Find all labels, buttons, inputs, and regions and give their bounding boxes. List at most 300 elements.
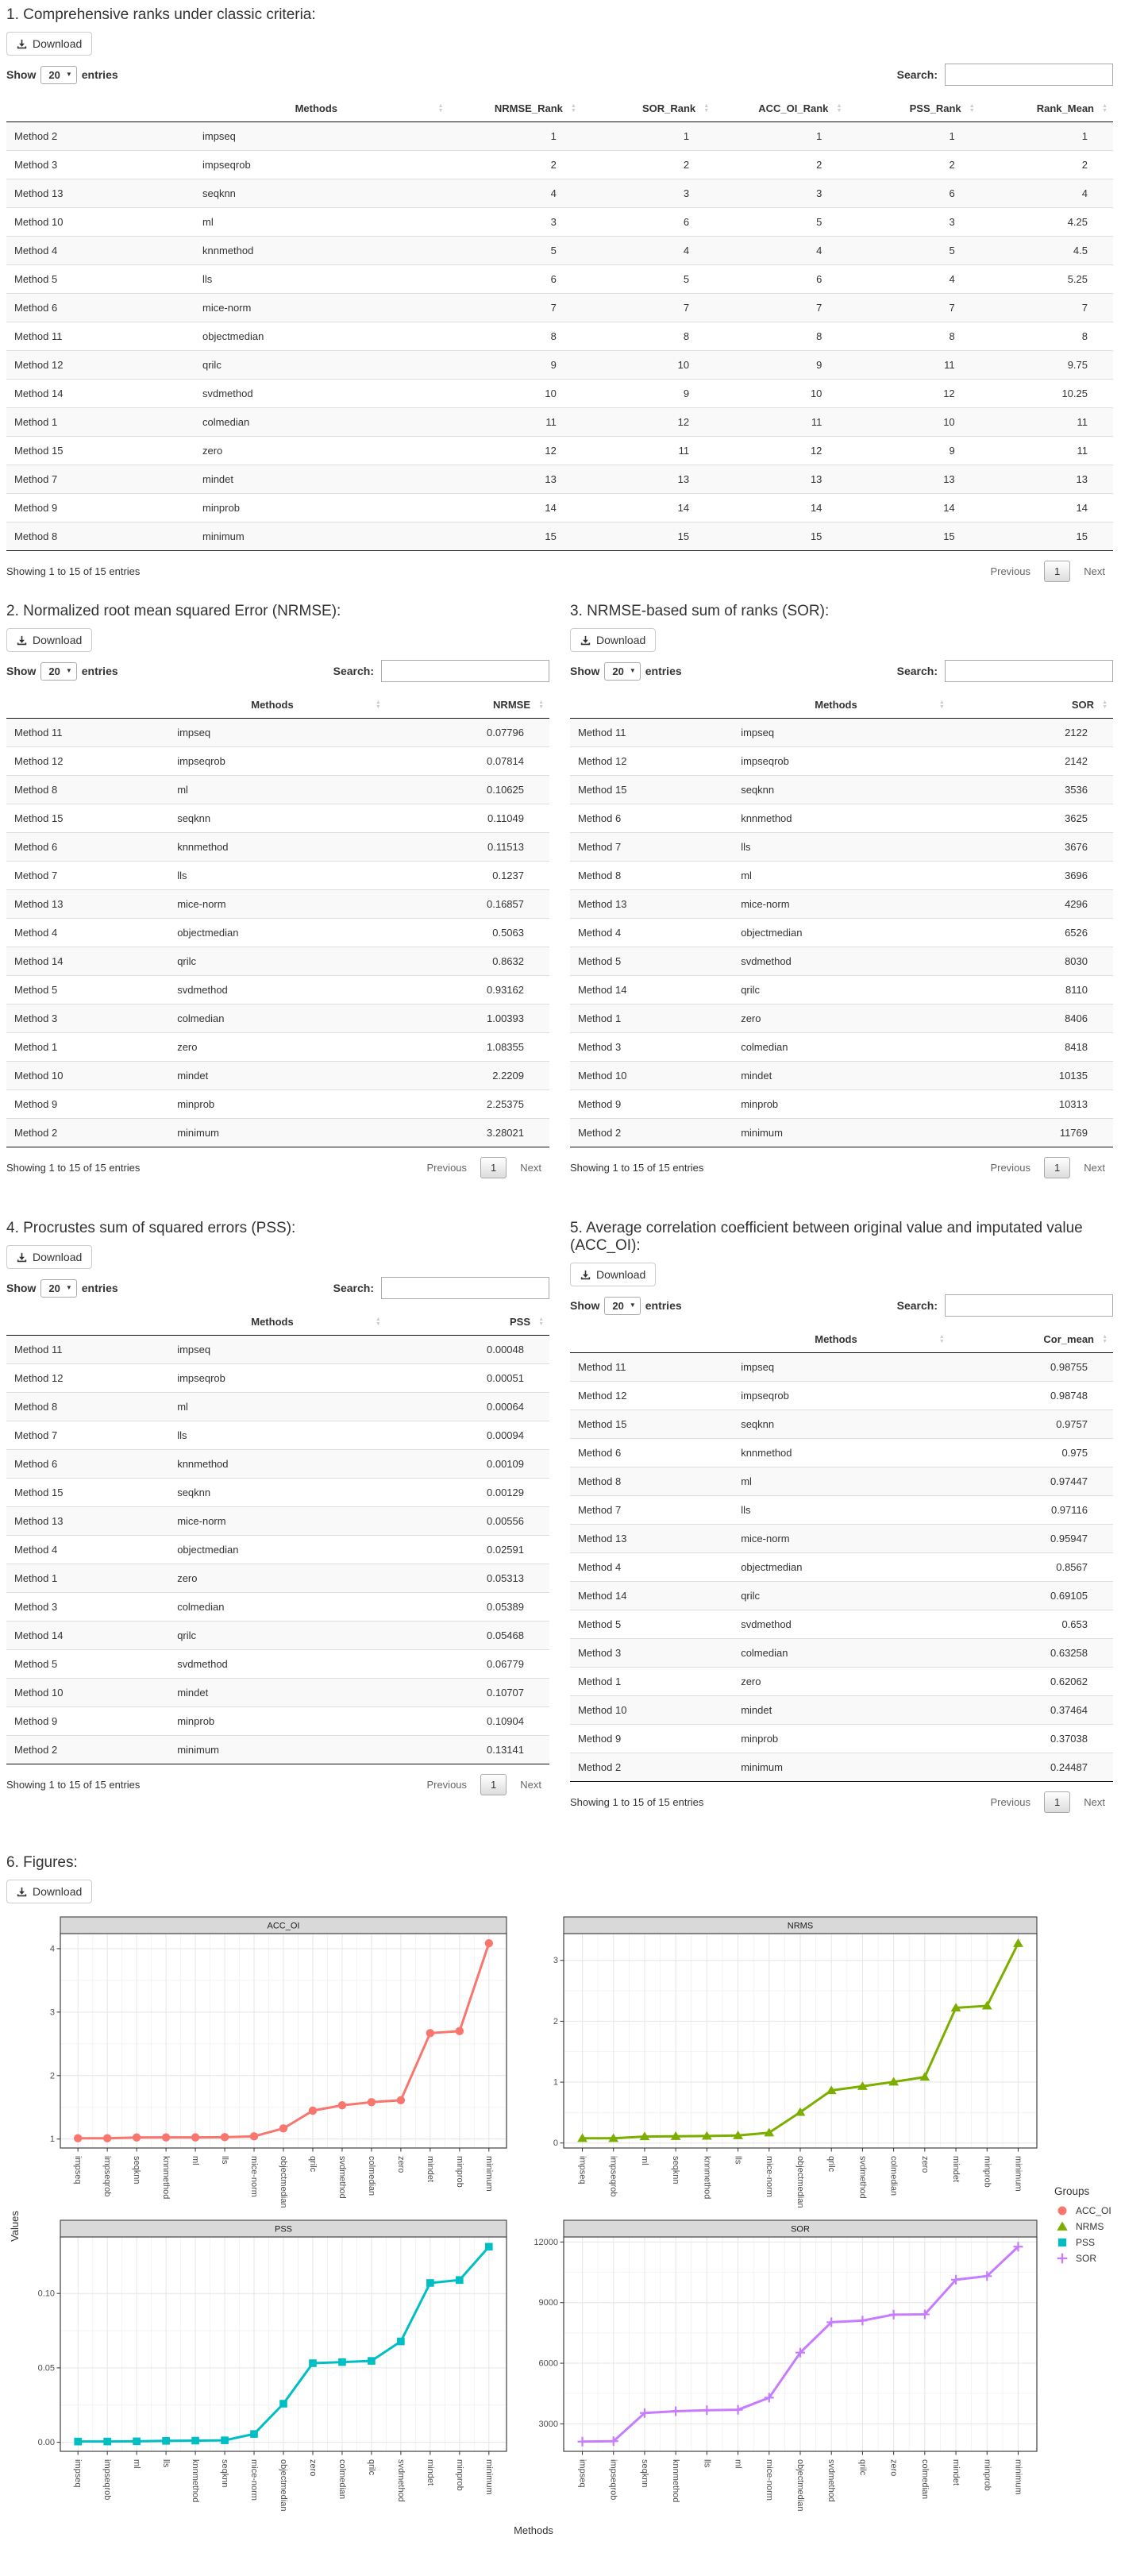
value-cell: 0.8567 xyxy=(950,1553,1113,1582)
next-button[interactable]: Next xyxy=(520,1162,541,1174)
method-name-cell: colmedian xyxy=(169,1593,387,1622)
value-cell: 3536 xyxy=(950,776,1113,804)
column-header-methods[interactable] xyxy=(169,1309,387,1336)
row-label-cell: Method 15 xyxy=(6,804,169,833)
value-cell: 14 xyxy=(847,494,980,523)
method-name-cell: mice-norm xyxy=(169,890,387,919)
method-name-cell: svdmethod xyxy=(733,1610,950,1639)
value-cell: 0.24487 xyxy=(950,1753,1113,1782)
pagination xyxy=(982,561,1113,582)
svg-text:seqknn: seqknn xyxy=(671,2156,681,2185)
table-row xyxy=(6,1507,549,1536)
row-label-cell: Method 14 xyxy=(6,1622,169,1650)
page-1-button[interactable]: 1 xyxy=(1044,1791,1070,1813)
sort-arrows-icon: ▲ ▼ xyxy=(538,699,544,710)
sort-arrows-icon: ▲ ▼ xyxy=(1102,699,1108,710)
show-label: Show xyxy=(570,1299,600,1312)
column-header-label: SOR_Rank xyxy=(641,102,696,114)
section-title: 6. Figures: xyxy=(6,1854,78,1871)
method-name-cell: mice-norm xyxy=(169,1507,387,1536)
value-cell: 0.00051 xyxy=(387,1364,549,1393)
svg-text:zero: zero xyxy=(919,2156,930,2173)
value-cell: 0.98755 xyxy=(950,1353,1113,1382)
value-cell: 1.00393 xyxy=(387,1005,549,1033)
method-name-cell: impseqrob xyxy=(169,1364,387,1393)
column-header-label: Methods xyxy=(815,699,857,711)
svg-text:objectmedian: objectmedian xyxy=(795,2156,805,2208)
column-header-methods[interactable] xyxy=(733,692,950,719)
column-header-label: Methods xyxy=(815,1333,857,1345)
row-label-cell: Method 9 xyxy=(6,1707,169,1736)
svg-text:minprob: minprob xyxy=(982,2459,992,2491)
row-label-cell: Method 14 xyxy=(6,380,195,408)
table-row xyxy=(6,919,549,947)
row-label-cell: Method 2 xyxy=(6,1736,169,1764)
row-label-cell: Method 12 xyxy=(6,351,195,380)
row-label-cell: Method 2 xyxy=(6,122,195,151)
table-row xyxy=(6,1005,549,1033)
method-name-cell: minprob xyxy=(733,1090,950,1119)
svg-text:SOR: SOR xyxy=(791,2224,810,2235)
table-info: Showing 1 to 15 of 15 entries xyxy=(6,565,141,577)
value-cell: 2122 xyxy=(950,719,1113,747)
search-input[interactable] xyxy=(945,1294,1113,1317)
value-cell: 8 xyxy=(449,322,582,351)
value-cell: 0.93162 xyxy=(387,976,549,1005)
table-row xyxy=(6,1650,549,1679)
search-label: Search: xyxy=(333,1282,374,1294)
column-header-methods[interactable] xyxy=(733,1326,950,1353)
data-table xyxy=(570,692,1113,1147)
svg-text:objectmedian: objectmedian xyxy=(279,2156,288,2208)
svg-text:svdmethod: svdmethod xyxy=(826,2459,837,2502)
next-button[interactable]: Next xyxy=(520,1779,541,1791)
method-name-cell: lls xyxy=(169,1421,387,1450)
pagination xyxy=(982,1791,1113,1813)
value-cell: 0.05313 xyxy=(387,1564,549,1593)
value-cell: 0.1237 xyxy=(387,862,549,890)
pagination xyxy=(418,1157,549,1178)
column-header-label: Methods xyxy=(251,699,294,711)
page-length-select[interactable] xyxy=(40,66,76,84)
chevron-down-icon: ▼ xyxy=(65,71,72,78)
method-name-cell: impseqrob xyxy=(169,747,387,776)
value-cell: 6 xyxy=(449,265,582,294)
value-cell: 11 xyxy=(715,408,847,437)
column-header-methods[interactable] xyxy=(195,95,449,122)
method-name-cell: objectmedian xyxy=(169,1536,387,1564)
table-row xyxy=(6,804,549,833)
svg-text:mindet: mindet xyxy=(951,2459,961,2486)
table-body xyxy=(6,1336,549,1764)
row-label-cell: Method 7 xyxy=(6,862,169,890)
next-button[interactable]: Next xyxy=(1084,1162,1105,1174)
page-length-select[interactable] xyxy=(40,662,76,681)
page-length-select[interactable] xyxy=(40,1279,76,1298)
svg-text:minimum: minimum xyxy=(483,2459,494,2495)
value-cell: 14 xyxy=(449,494,582,523)
table-row xyxy=(6,237,1113,265)
svg-text:mindet: mindet xyxy=(425,2459,435,2486)
svg-text:knnmethod: knnmethod xyxy=(191,2459,201,2503)
chevron-down-icon: ▼ xyxy=(65,667,72,674)
value-cell: 4 xyxy=(582,237,715,265)
value-cell: 0.5063 xyxy=(387,919,549,947)
method-name-cell: svdmethod xyxy=(169,976,387,1005)
download-label: Download xyxy=(33,1885,83,1898)
table-section xyxy=(6,1220,549,1795)
table-row xyxy=(6,122,1113,151)
show-label: Show xyxy=(570,665,600,677)
svg-text:0.10: 0.10 xyxy=(37,2289,55,2299)
value-cell: 1 xyxy=(980,122,1113,151)
column-header-rank-mean[interactable] xyxy=(980,95,1113,122)
row-label-cell: Method 7 xyxy=(570,833,733,862)
search-control xyxy=(897,64,1113,86)
svg-text:seqknn: seqknn xyxy=(132,2156,142,2185)
svg-text:svdmethod: svdmethod xyxy=(337,2156,347,2199)
svg-text:minprob: minprob xyxy=(454,2459,464,2491)
method-name-cell: zero xyxy=(169,1564,387,1593)
method-name-cell: seqknn xyxy=(169,1479,387,1507)
svg-text:objectmedian: objectmedian xyxy=(279,2459,288,2512)
method-name-cell: mice-norm xyxy=(733,890,950,919)
svg-text:1: 1 xyxy=(49,2134,55,2145)
value-cell: 0.62062 xyxy=(950,1668,1113,1696)
value-cell: 2 xyxy=(449,151,582,179)
row-label-cell: Method 12 xyxy=(6,747,169,776)
sort-arrows-icon: ▲ ▼ xyxy=(570,102,576,114)
value-cell: 0.98748 xyxy=(950,1382,1113,1410)
table-row xyxy=(570,1639,1113,1668)
svg-text:objectmedian: objectmedian xyxy=(795,2459,805,2512)
value-cell: 0.00094 xyxy=(387,1421,549,1450)
download-icon xyxy=(580,635,591,646)
method-name-cell: impseq xyxy=(733,1353,950,1382)
y-axis-title: Values xyxy=(8,2211,21,2242)
value-cell: 0.8632 xyxy=(387,947,549,976)
square-marker-icon xyxy=(1054,2236,1070,2249)
row-label-cell: Method 1 xyxy=(6,1564,169,1593)
page-length-value: 20 xyxy=(612,1299,624,1312)
value-cell: 9.75 xyxy=(980,351,1113,380)
row-label-cell: Method 8 xyxy=(570,862,733,890)
search-input[interactable] xyxy=(945,64,1113,86)
svg-text:1: 1 xyxy=(553,2077,558,2088)
value-cell: 15 xyxy=(715,523,847,551)
column-header-pss[interactable] xyxy=(387,1309,549,1336)
svg-text:mice-norm: mice-norm xyxy=(764,2459,774,2501)
method-name-cell: mindet xyxy=(169,1062,387,1090)
value-cell: 0.00048 xyxy=(387,1336,549,1364)
table-row xyxy=(570,1525,1113,1553)
row-label-cell: Method 3 xyxy=(6,151,195,179)
table-row xyxy=(6,1479,549,1507)
svg-text:zero: zero xyxy=(395,2156,406,2173)
download-icon xyxy=(17,1252,27,1263)
row-label-cell: Method 11 xyxy=(570,719,733,747)
table-row xyxy=(6,437,1113,465)
method-name-cell: mindet xyxy=(733,1696,950,1725)
value-cell: 5.25 xyxy=(980,265,1113,294)
value-cell: 8406 xyxy=(950,1005,1113,1033)
page-length-select[interactable] xyxy=(604,1297,640,1315)
table-row xyxy=(6,151,1113,179)
svg-text:3: 3 xyxy=(49,2007,55,2018)
page-length-value: 20 xyxy=(612,665,624,677)
row-label-cell: Method 5 xyxy=(570,947,733,976)
table-row xyxy=(6,465,1113,494)
data-table xyxy=(6,1309,549,1764)
sor-chart xyxy=(518,2219,1045,2521)
row-label-cell: Method 5 xyxy=(6,976,169,1005)
column-header-rowname xyxy=(6,692,169,719)
table-row xyxy=(6,947,549,976)
svg-text:mice-norm: mice-norm xyxy=(249,2156,260,2197)
row-label-cell: Method 1 xyxy=(570,1005,733,1033)
page-length-control xyxy=(6,66,118,84)
row-label-cell: Method 11 xyxy=(6,1336,169,1364)
sort-arrows-icon: ▲ ▼ xyxy=(1102,1333,1108,1344)
next-button[interactable]: Next xyxy=(1084,1796,1105,1808)
row-label-cell: Method 1 xyxy=(570,1668,733,1696)
legend-label: ACC_OI xyxy=(1076,2204,1111,2216)
table-row xyxy=(570,890,1113,919)
previous-button[interactable]: Previous xyxy=(990,1796,1031,1808)
value-cell: 0.00109 xyxy=(387,1450,549,1479)
previous-button[interactable]: Previous xyxy=(426,1779,468,1791)
method-name-cell: mindet xyxy=(195,465,449,494)
value-cell: 0.10707 xyxy=(387,1679,549,1707)
row-label-cell: Method 13 xyxy=(570,1525,733,1553)
table-row xyxy=(570,747,1113,776)
table-row xyxy=(6,1707,549,1736)
table-row xyxy=(6,1536,549,1564)
method-name-cell: lls xyxy=(195,265,449,294)
data-table xyxy=(6,692,549,1147)
page-length-control xyxy=(6,1279,118,1298)
download-button[interactable] xyxy=(6,628,92,652)
table-body xyxy=(570,1353,1113,1782)
download-button[interactable] xyxy=(6,1245,92,1269)
table-header xyxy=(6,692,549,719)
method-name-cell: impseq xyxy=(169,719,387,747)
download-button[interactable] xyxy=(6,1880,92,1903)
section-title: 1. Comprehensive ranks under classic criteria: xyxy=(6,6,316,23)
column-header-sor[interactable] xyxy=(950,692,1113,719)
search-label: Search: xyxy=(333,665,374,677)
row-label-cell: Method 2 xyxy=(570,1119,733,1147)
method-name-cell: qrilc xyxy=(733,1582,950,1610)
method-name-cell: colmedian xyxy=(169,1005,387,1033)
svg-text:4: 4 xyxy=(49,1944,55,1954)
method-name-cell: ml xyxy=(169,776,387,804)
table-row xyxy=(570,1668,1113,1696)
section-title: 2. Normalized root mean squared Error (NRMSE): xyxy=(6,603,341,619)
table-row xyxy=(570,1382,1113,1410)
page-1-button[interactable]: 1 xyxy=(1044,1157,1070,1178)
chevron-down-icon: ▼ xyxy=(65,1284,72,1291)
row-label-cell: Method 10 xyxy=(6,1679,169,1707)
svg-text:mice-norm: mice-norm xyxy=(249,2459,260,2501)
legend-item xyxy=(1054,2204,1111,2217)
table-row xyxy=(6,523,1113,551)
row-label-cell: Method 2 xyxy=(6,1119,169,1147)
page-length-select[interactable] xyxy=(604,662,640,681)
table-row xyxy=(6,208,1113,237)
method-name-cell: objectmedian xyxy=(169,919,387,947)
table-row xyxy=(6,1393,549,1421)
method-name-cell: lls xyxy=(733,833,950,862)
value-cell: 8030 xyxy=(950,947,1113,976)
svg-text:impseq: impseq xyxy=(577,2156,587,2185)
table-row xyxy=(6,179,1113,208)
figures-section xyxy=(6,1854,1113,2536)
pss-chart xyxy=(22,2219,514,2521)
method-name-cell: knnmethod xyxy=(169,1450,387,1479)
value-cell: 9 xyxy=(847,437,980,465)
method-name-cell: lls xyxy=(733,1496,950,1525)
svg-text:zero: zero xyxy=(307,2459,318,2477)
svg-text:NRMS: NRMS xyxy=(787,1921,814,1931)
value-cell: 6 xyxy=(715,265,847,294)
row-label-cell: Method 9 xyxy=(570,1090,733,1119)
table-row xyxy=(570,1553,1113,1582)
column-header-nrmse-rank[interactable] xyxy=(449,95,582,122)
value-cell: 7 xyxy=(980,294,1113,322)
value-cell: 10 xyxy=(449,380,582,408)
value-cell: 4.25 xyxy=(980,208,1113,237)
row-label-cell: Method 6 xyxy=(6,1450,169,1479)
value-cell: 3 xyxy=(715,179,847,208)
value-cell: 5 xyxy=(847,237,980,265)
sort-arrows-icon: ▲ ▼ xyxy=(969,102,975,114)
value-cell: 10135 xyxy=(950,1062,1113,1090)
download-button[interactable] xyxy=(6,32,92,56)
table-row xyxy=(6,1622,549,1650)
previous-button[interactable]: Previous xyxy=(990,565,1031,577)
value-cell: 15 xyxy=(582,523,715,551)
svg-text:2: 2 xyxy=(49,2071,55,2081)
table-row xyxy=(6,1736,549,1764)
row-label-cell: Method 10 xyxy=(570,1696,733,1725)
column-header-label: PSS_Rank xyxy=(909,102,961,114)
column-header-label: SOR xyxy=(1071,699,1094,711)
legend-item xyxy=(1054,2220,1111,2233)
svg-text:0.05: 0.05 xyxy=(37,2363,55,2374)
column-header-rowname xyxy=(6,1309,169,1336)
page-length-value: 20 xyxy=(48,665,60,677)
table-row xyxy=(570,1353,1113,1382)
previous-button[interactable]: Previous xyxy=(426,1162,468,1174)
value-cell: 13 xyxy=(847,465,980,494)
x-axis-title: Methods xyxy=(514,2524,553,2536)
page-1-button[interactable]: 1 xyxy=(1044,561,1070,582)
row-label-cell: Method 6 xyxy=(570,804,733,833)
value-cell: 6 xyxy=(582,208,715,237)
method-name-cell: mice-norm xyxy=(733,1525,950,1553)
method-name-cell: impseqrob xyxy=(733,1382,950,1410)
value-cell: 0.10904 xyxy=(387,1707,549,1736)
search-input[interactable] xyxy=(945,660,1113,682)
svg-text:knnmethod: knnmethod xyxy=(671,2459,681,2503)
download-button[interactable] xyxy=(570,628,656,652)
table-row xyxy=(570,1610,1113,1639)
row-label-cell: Method 6 xyxy=(6,294,195,322)
column-header-sor-rank[interactable] xyxy=(582,95,715,122)
row-label-cell: Method 9 xyxy=(570,1725,733,1753)
value-cell: 10 xyxy=(582,351,715,380)
table-row xyxy=(6,1090,549,1119)
legend-title: Groups xyxy=(1054,2185,1090,2197)
value-cell: 0.11513 xyxy=(387,833,549,862)
page-length-control xyxy=(6,662,118,681)
table-row xyxy=(6,1679,549,1707)
value-cell: 0.00556 xyxy=(387,1507,549,1536)
download-button[interactable] xyxy=(570,1263,656,1286)
page-1-button[interactable]: 1 xyxy=(480,1774,507,1795)
value-cell: 4.5 xyxy=(980,237,1113,265)
download-label: Download xyxy=(33,1251,83,1263)
search-label: Search: xyxy=(896,665,938,677)
row-label-cell: Method 3 xyxy=(6,1005,169,1033)
svg-text:impseqrob: impseqrob xyxy=(102,2459,113,2501)
svg-text:minprob: minprob xyxy=(454,2156,464,2188)
value-cell: 11 xyxy=(582,437,715,465)
method-name-cell: impseqrob xyxy=(733,747,950,776)
value-cell: 11 xyxy=(449,408,582,437)
row-label-cell: Method 5 xyxy=(6,265,195,294)
search-input[interactable] xyxy=(381,660,549,682)
svg-text:mindet: mindet xyxy=(425,2156,435,2183)
svg-text:impseq: impseq xyxy=(73,2459,83,2488)
column-header-cor-mean[interactable] xyxy=(950,1326,1113,1353)
value-cell: 14 xyxy=(980,494,1113,523)
value-cell: 0.02591 xyxy=(387,1536,549,1564)
svg-text:knnmethod: knnmethod xyxy=(161,2156,171,2200)
column-header-pss-rank[interactable] xyxy=(847,95,980,122)
table-row xyxy=(570,1753,1113,1782)
column-header-acc-oi-rank[interactable] xyxy=(715,95,847,122)
column-header-methods[interactable] xyxy=(169,692,387,719)
table-row xyxy=(570,776,1113,804)
value-cell: 2 xyxy=(980,151,1113,179)
value-cell: 8418 xyxy=(950,1033,1113,1062)
search-input[interactable] xyxy=(381,1277,549,1299)
download-label: Download xyxy=(596,634,646,646)
column-header-nrmse[interactable] xyxy=(387,692,549,719)
value-cell: 3676 xyxy=(950,833,1113,862)
next-button[interactable]: Next xyxy=(1084,565,1105,577)
row-label-cell: Method 8 xyxy=(570,1467,733,1496)
table-row xyxy=(6,1364,549,1393)
value-cell: 1 xyxy=(582,122,715,151)
row-label-cell: Method 15 xyxy=(570,1410,733,1439)
previous-button[interactable]: Previous xyxy=(990,1162,1031,1174)
column-header-rowname xyxy=(570,692,733,719)
show-label: Show xyxy=(6,68,37,81)
legend-item xyxy=(1054,2236,1111,2249)
page-1-button[interactable]: 1 xyxy=(480,1157,507,1178)
method-name-cell: objectmedian xyxy=(195,322,449,351)
svg-text:svdmethod: svdmethod xyxy=(857,2156,868,2199)
svg-text:colmedian: colmedian xyxy=(919,2459,930,2500)
method-name-cell: knnmethod xyxy=(195,237,449,265)
method-name-cell: mindet xyxy=(169,1679,387,1707)
row-label-cell: Method 4 xyxy=(570,1553,733,1582)
value-cell: 4296 xyxy=(950,890,1113,919)
sort-arrows-icon: ▲ ▼ xyxy=(437,102,444,114)
